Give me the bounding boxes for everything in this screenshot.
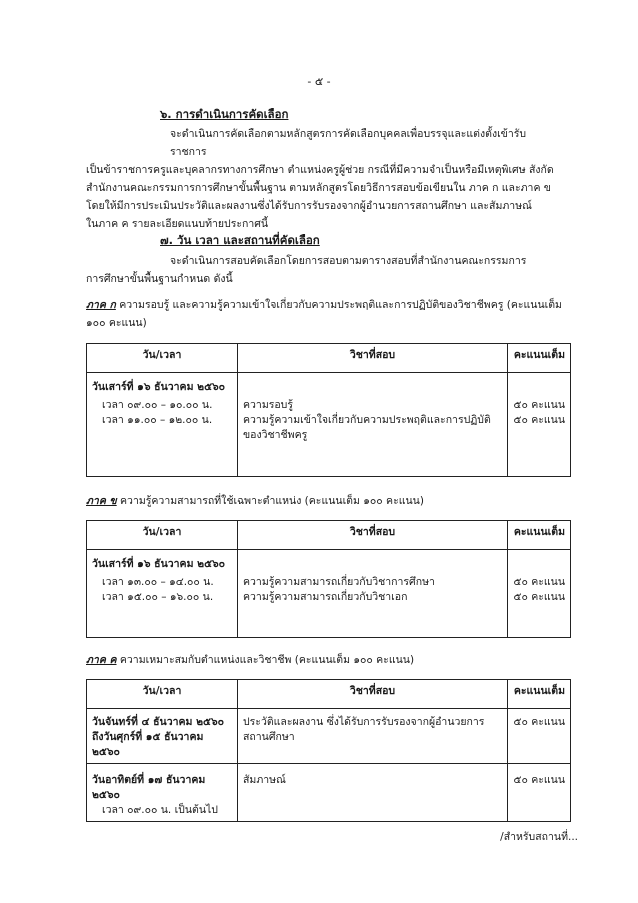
part-b-table bbox=[86, 520, 571, 638]
header-subject: วิชาที่สอบ bbox=[238, 680, 508, 709]
part-c-label: ภาค ค bbox=[86, 654, 117, 666]
subject-name: ความรู้ความสามารถเกี่ยวกับวิชาเอก bbox=[243, 591, 408, 603]
exam-date: วันอาทิตย์ที่ ๑๗ ธันวาคม ๒๕๖๐ bbox=[92, 774, 206, 801]
table-header-row bbox=[87, 344, 571, 373]
table-header-row bbox=[87, 680, 571, 709]
continuation-note: /สำหรับสถานที่... bbox=[500, 831, 578, 843]
header-score: คะแนนเต็ม bbox=[508, 680, 571, 709]
section7-heading: ๗. วัน เวลา และสถานที่คัดเลือก bbox=[160, 233, 320, 247]
section7-line: การศึกษาขั้นพื้นฐานกำหนด ดังนี้ bbox=[86, 273, 233, 285]
part-c-description bbox=[86, 651, 566, 669]
table-row bbox=[87, 373, 571, 477]
subject-name: ความรอบรู้ bbox=[243, 399, 293, 411]
subject-name-cont: ของวิชาชีพครู bbox=[243, 429, 308, 441]
section6-line: สำนักงานคณะกรรมการการศึกษาขั้นพื้นฐาน ตามหลักสูตรโดยวิธีการสอบข้อเขียนใน ภาค ก และภาค ข bbox=[86, 182, 551, 194]
section7-paragraph bbox=[86, 252, 561, 288]
header-date: วัน/เวลา bbox=[87, 344, 238, 373]
section7-line: จะดำเนินการสอบคัดเลือกโดยการสอบตามตารางสอบที่สำนักงานคณะกรรมการ bbox=[170, 255, 527, 267]
section6-heading: ๖. การดำเนินการคัดเลือก bbox=[160, 107, 289, 121]
table-row bbox=[87, 550, 571, 638]
exam-time: เวลา ๑๑.๐๐ – ๑๒.๐๐ น. bbox=[102, 414, 213, 426]
score-cell bbox=[508, 709, 571, 764]
part-a-description bbox=[86, 296, 566, 332]
score-cell bbox=[508, 373, 571, 477]
date-cell bbox=[87, 373, 238, 477]
subject-cell bbox=[238, 550, 508, 638]
date-cell bbox=[87, 764, 238, 822]
section6-line: ในภาค ค รายละเอียดแนบท้ายประกาศนี้ bbox=[86, 218, 269, 230]
score-value: ๕๐ คะแนน bbox=[513, 591, 565, 603]
exam-date-end: ถึงวันศุกร์ที่ ๑๕ ธันวาคม ๒๕๖๐ bbox=[92, 731, 204, 758]
date-cell bbox=[87, 709, 238, 764]
score-value: ๕๐ คะแนน bbox=[513, 716, 565, 728]
part-a-label: ภาค ก bbox=[86, 299, 116, 311]
subject-name: ความรู้ความสามารถเกี่ยวกับวิชาการศึกษา bbox=[243, 576, 435, 588]
subject-name: ประวัติและผลงาน ซึ่งได้รับการรับรองจากผู้อำนวยการ bbox=[243, 716, 485, 728]
header-date: วัน/เวลา bbox=[87, 680, 238, 709]
part-a-text: ความรอบรู้ และความรู้ความเข้าใจเกี่ยวกับความประพฤติและการปฏิบัติของวิชาชีพครู (คะแนนเต็ม bbox=[119, 299, 562, 311]
part-b-description bbox=[86, 492, 566, 510]
section6-line: โดยให้มีการประเมินประวัติและผลงานซึ่งได้รับการรับรองจากผู้อำนวยการสถานศึกษา และสัมภาษณ์ bbox=[86, 200, 532, 212]
subject-name: สัมภาษณ์ bbox=[243, 774, 286, 786]
part-c-table bbox=[86, 679, 571, 822]
part-b-label: ภาค ข bbox=[86, 495, 117, 507]
header-score: คะแนนเต็ม bbox=[508, 344, 571, 373]
score-value: ๕๐ คะแนน bbox=[513, 774, 565, 786]
exam-time: เวลา ๑๓.๐๐ – ๑๔.๐๐ น. bbox=[102, 576, 214, 588]
section6-paragraph bbox=[86, 125, 561, 233]
part-b-text: ความรู้ความสามารถที่ใช้เฉพาะตำแหน่ง (คะแนนเต็ม ๑๐๐ คะแนน) bbox=[120, 495, 424, 507]
score-value: ๕๐ คะแนน bbox=[513, 399, 565, 411]
section6-line: เป็นข้าราชการครูและบุคลากรทางการศึกษา ตำแหน่งครูผู้ช่วย กรณีที่มีความจำเป็นหรือมีเหตุพิเศษ สังกัด bbox=[86, 164, 554, 176]
page-number: - ๕ - bbox=[307, 75, 331, 88]
subject-cell bbox=[238, 373, 508, 477]
exam-time: เวลา ๐๙.๐๐ – ๑๐.๐๐ น. bbox=[102, 399, 213, 411]
subject-name-cont: สถานศึกษา bbox=[243, 731, 295, 743]
section6-line: จะดำเนินการคัดเลือกตามหลักสูตรการคัดเลือกบุคคลเพื่อบรรจุและแต่งตั้งเข้ารับราชการ bbox=[170, 128, 527, 158]
score-cell bbox=[508, 550, 571, 638]
exam-time: เวลา ๑๕.๐๐ – ๑๖.๐๐ น. bbox=[102, 591, 214, 603]
part-c-text: ความเหมาะสมกับตำแหน่งและวิชาชีพ (คะแนนเต็ม ๑๐๐ คะแนน) bbox=[119, 654, 415, 666]
header-subject: วิชาที่สอบ bbox=[238, 521, 508, 550]
score-value: ๕๐ คะแนน bbox=[513, 414, 565, 426]
part-a-text-cont: ๑๐๐ คะแนน) bbox=[86, 317, 147, 329]
score-cell bbox=[508, 764, 571, 822]
subject-cell bbox=[238, 764, 508, 822]
header-date: วัน/เวลา bbox=[87, 521, 238, 550]
header-subject: วิชาที่สอบ bbox=[238, 344, 508, 373]
date-cell bbox=[87, 550, 238, 638]
table-row bbox=[87, 764, 571, 822]
exam-date: วันจันทร์ที่ ๔ ธันวาคม ๒๕๖๐ bbox=[92, 716, 225, 728]
subject-name: ความรู้ความเข้าใจเกี่ยวกับความประพฤติและการปฏิบัติ bbox=[243, 414, 491, 426]
score-value: ๕๐ คะแนน bbox=[513, 576, 565, 588]
table-row bbox=[87, 709, 571, 764]
exam-date: วันเสาร์ที่ ๑๖ ธันวาคม ๒๕๖๐ bbox=[92, 558, 226, 570]
subject-cell bbox=[238, 709, 508, 764]
table-header-row bbox=[87, 521, 571, 550]
part-a-table bbox=[86, 343, 571, 477]
exam-time: เวลา ๐๙.๐๐ น. เป็นต้นไป bbox=[102, 804, 218, 816]
exam-date: วันเสาร์ที่ ๑๖ ธันวาคม ๒๕๖๐ bbox=[92, 381, 226, 393]
header-score: คะแนนเต็ม bbox=[508, 521, 571, 550]
